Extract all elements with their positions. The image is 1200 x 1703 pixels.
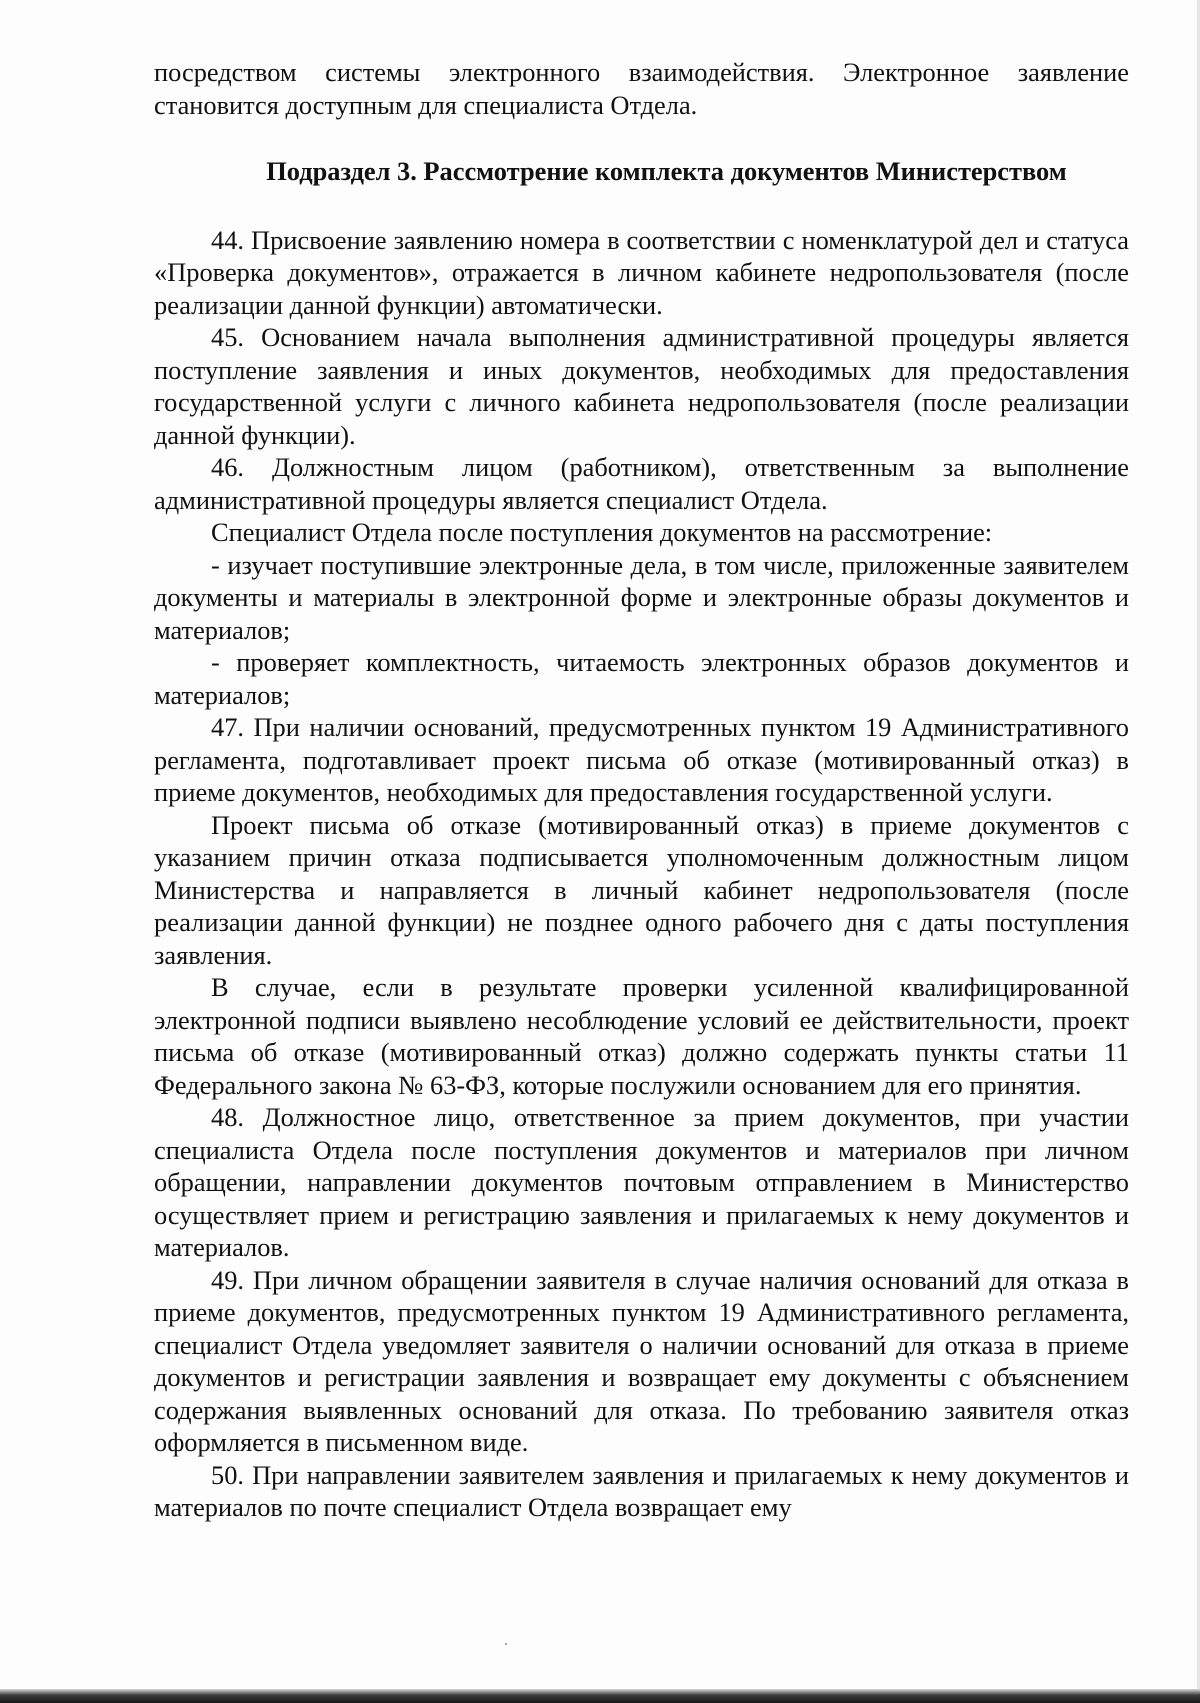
paragraph-44: 44. Присвоение заявлению номера в соответствии с номенклатурой дел и статуса «Проверка документов», отражается в личном кабинете недропользователя (после реализации данной функции) автоматически. [154, 224, 1129, 320]
paragraph-bullet-checks: - проверяет комплектность, читаемость электронных образов документов и материалов; [154, 647, 1129, 710]
paragraph-specialist-intro: Специалист Отдела после поступления документов на рассмотрение: [211, 517, 993, 547]
continuation-paragraph: посредством системы электронного взаимодействия. Электронное заявление становится доступным для специалиста Отдела. [154, 57, 1129, 120]
document-body [154, 56, 1129, 1524]
page-edge-bottom [0, 1689, 1200, 1703]
paragraph-refusal-draft: Проект письма об отказе (мотивированный отказ) в приеме документов с указанием причин отказа подписывается уполномоченным должностным лицом Министерства и направляется в личный кабинет недропользователя (после реализации данной функции) не позднее одного рабочего дня с даты поступления заявления. [154, 809, 1129, 970]
paragraph-48: 48. Должностное лицо, ответственное за прием документов, при участии специалиста Отдела после поступления документов и материалов при личном обращении, направлении документов почтовым отправлением в Министерство осуществляет прием и регистрацию заявления и прилагаемых к нему документов и материалов. [154, 1102, 1129, 1262]
subsection-heading: Подраздел 3. Рассмотрение комплекта документов Министерством [266, 156, 1067, 186]
paragraph-46: 46. Должностным лицом (работником), ответственным за выполнение административной процедуры является специалист Отдела. [154, 452, 1129, 515]
paragraph-50: 50. При направлении заявителем заявления и прилагаемых к нему документов и материалов по почте специалист Отдела возвращает ему [154, 1459, 1129, 1522]
paragraph-49: 49. При личном обращении заявителя в случае наличия оснований для отказа в приеме документов, предусмотренных пунктом 19 Административного регламента, специалист Отдела уведомляет заявителя о наличии оснований для отказа в приеме документов и регистрации заявления и возвращает ему документы с объяснением содержания выявленных оснований для отказа. По требованию заявителя отказ оформляется в письменном виде. [154, 1264, 1129, 1457]
paragraph-47: 47. При наличии оснований, предусмотренных пунктом 19 Административного регламента, подготавливает проект письма об отказе (мотивированный отказ) в приеме документов, необходимых для предоставления государственной услуги. [154, 712, 1129, 807]
paragraph-bullet-studies: - изучает поступившие электронные дела, в том числе, приложенные заявителем документы и материалы в электронной форме и электронные образы документов и материалов; [154, 549, 1129, 645]
scan-speck [505, 1643, 507, 1645]
paragraph-45: 45. Основанием начала выполнения административной процедуры является поступление заявления и иных документов, необходимых для предоставления государственной услуги с личного кабинета недропользователя (после реализации данной функции). [154, 322, 1129, 450]
paragraph-signature-check: В случае, если в результате проверки усиленной квалифицированной электронной подписи выявлено несоблюдение условий ее действительности, проект письма об отказе (мотивированный отказ) должно содержать пункты статьи 11 Федерального закона № 63-ФЗ, которые послужили основанием для его принятия. [154, 972, 1129, 1100]
